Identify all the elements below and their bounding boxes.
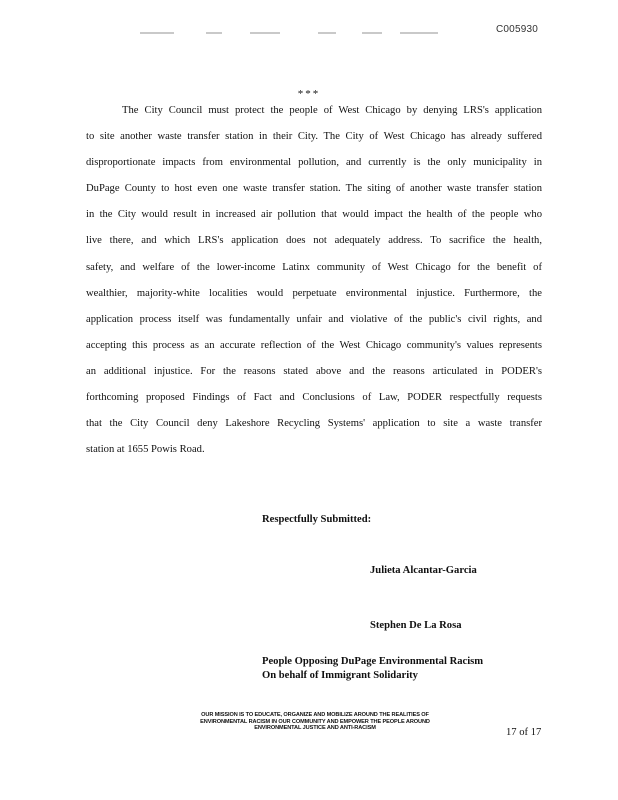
signatory-name: Julieta Alcantar-Garcia [370,565,477,576]
body-line: live there, and which LRS's application does not adequately address. To sacrifice the health, [86,235,542,247]
body-line: safety, and welfare of the lower-income Latinx community of West Chicago for the benefit of [86,261,542,273]
body-line: to site another waste transfer station in their City. The City of West Chicago has already suffered [86,131,542,143]
closing-salutation: Respectfully Submitted: [262,514,372,525]
body-line: that the City Council deny Lakeshore Recycling Systems' application to site a waste transfer [86,418,542,430]
body-line: accepting this process as an accurate reflection of the West Chicago community's values represents [86,339,542,351]
footer-line: ENVIRONMENTAL JUSTICE AND ANTI-RACISM [254,725,376,732]
footer-mission-statement [150,712,480,732]
organization-block [262,655,483,683]
body-line: an additional injustice. For the reasons stated above and the reasons articulated in PODER's [86,365,542,377]
body-line: DuPage County to host even one waste transfer station. The siting of another waste transfer station [86,183,542,195]
body-line: station at 1655 Powis Road. [86,444,205,456]
body-line: The City Council must protect the people of West Chicago by denying LRS's application [122,105,542,116]
body-line: forthcoming proposed Findings of Fact and Conclusions of Law, PODER respectfully requests [86,392,542,404]
body-line: application process itself was fundamentally unfair and violative of the public's civil rights, and [86,313,542,325]
bates-number: C005930 [496,24,538,35]
section-divider: *** [297,88,321,100]
body-line: wealthier, majority-white localities would perpetuate environmental injustice. Furthermore, the [86,287,542,299]
body-line: in the City would result in increased air pollution that would impact the health of the people who [86,209,542,221]
footer-line: ENVIRONMENTAL RACISM IN OUR COMMUNITY AND EMPOWER THE PEOPLE AROUND [200,718,430,725]
signatory-name: Stephen De La Rosa [370,620,462,631]
organization-affiliation: On behalf of Immigrant Solidarity [262,670,418,681]
body-paragraph [86,98,542,463]
faint-header-strip [140,32,440,38]
organization-name: People Opposing DuPage Environmental Racism [262,656,484,667]
footer-line: OUR MISSION IS TO EDUCATE, ORGANIZE AND MOBILIZE AROUND THE REALITIES OF [201,712,429,718]
body-line: disproportionate impacts from environmental pollution, and currently is the only municipality in [86,157,542,169]
page-number: 17 of 17 [506,727,542,738]
